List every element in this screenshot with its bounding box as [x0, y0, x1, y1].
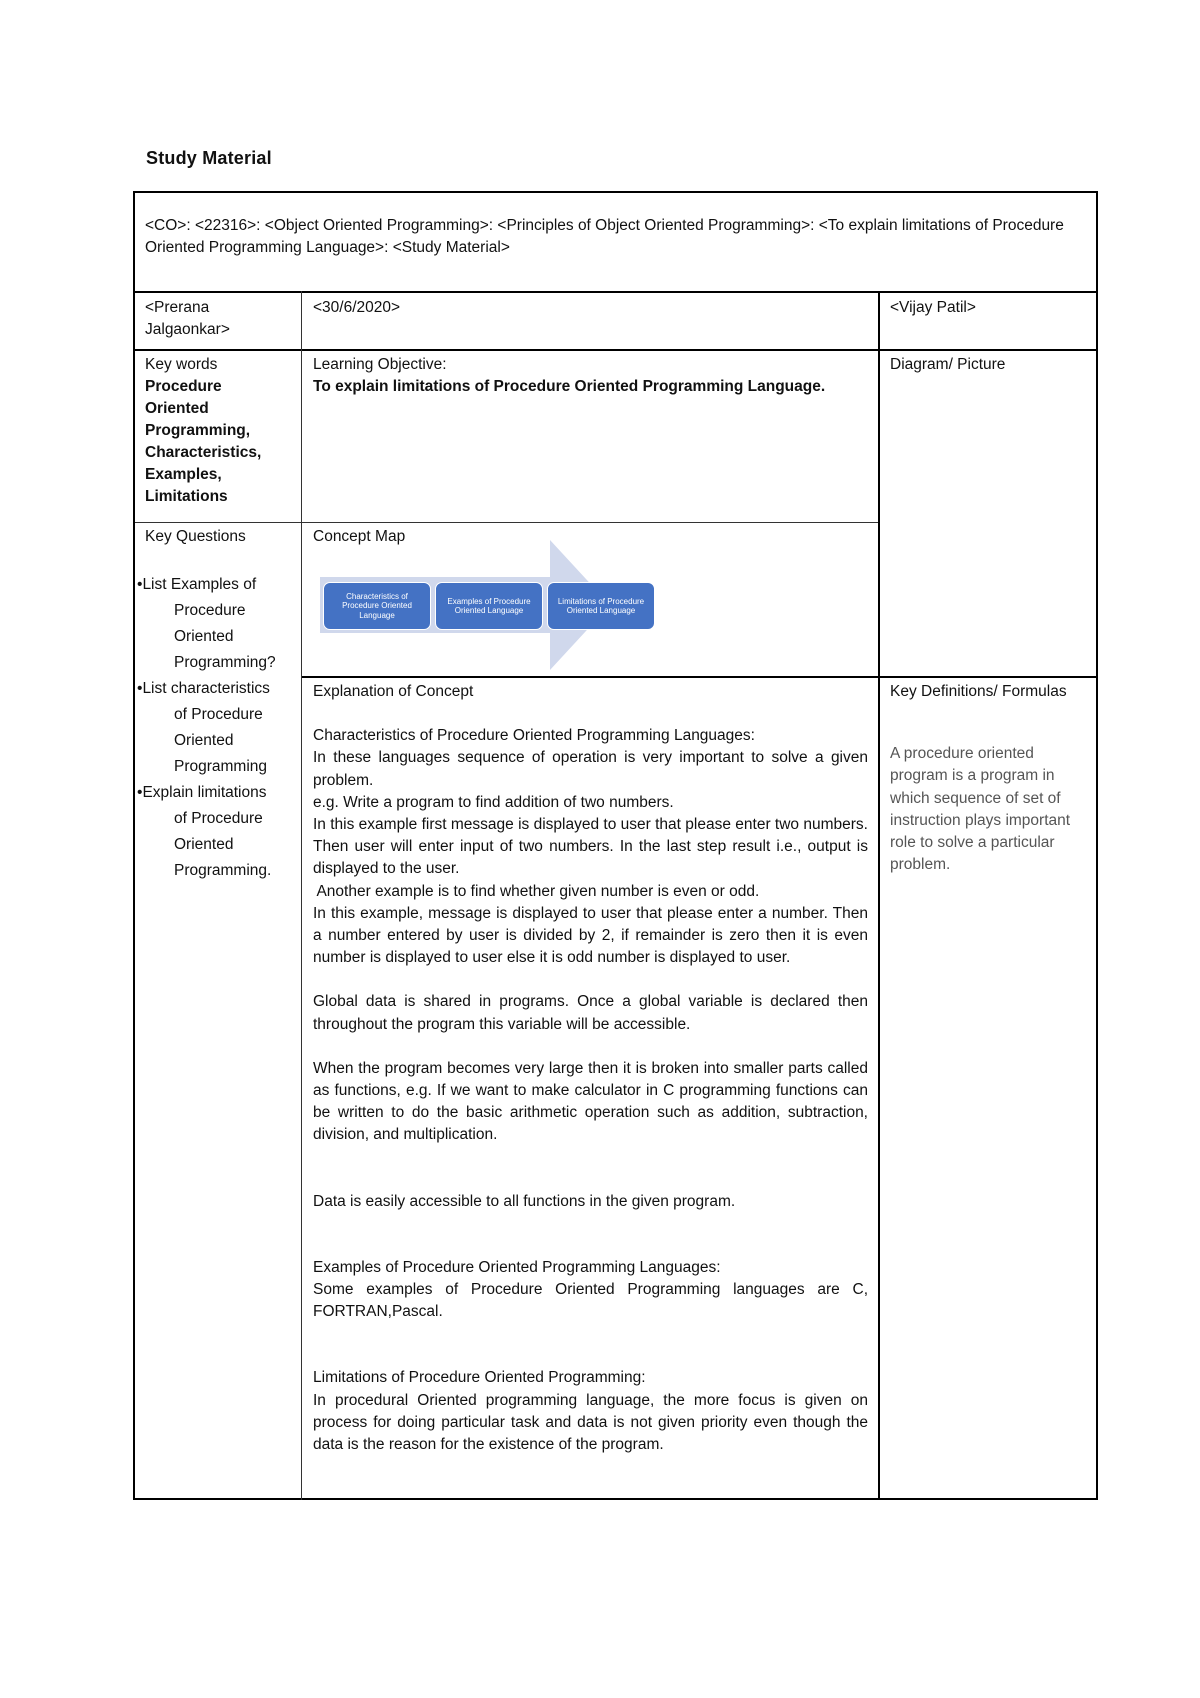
concept-step: Characteristics of Procedure Oriented Language — [323, 582, 431, 630]
key-question-item: •List characteristics of Procedure Oriented Programming — [137, 680, 270, 775]
explanation-paragraph: Global data is shared in programs. Once a global variable is declared then throughout the program this variable will be accessible. — [313, 993, 868, 1033]
course-line: <CO>: <22316>: <Object Oriented Programming>: <Principles of Object Oriented Programming>: <To explain limitations of Procedure Oriented Programming Language>: <Study Material> — [145, 217, 1064, 256]
keywords-label: Key words — [145, 356, 218, 373]
keyword: Limitations — [145, 488, 228, 505]
divider — [302, 522, 880, 523]
divider — [302, 676, 1096, 678]
key-question-item: •List Examples of Procedure Oriented Programming? — [137, 576, 276, 671]
keywords-cell — [135, 354, 301, 508]
course-header — [135, 215, 1096, 259]
explanation-paragraph: In this example, message is displayed to user that please enter a number. Then a number entered by user is divided by 2, if remainder is zero then it is even number is displayed to user else it is odd number is displayed to user. — [313, 904, 868, 967]
diagram-cell — [880, 354, 1096, 376]
keyword: Oriented — [145, 400, 209, 417]
keyword: Examples, — [145, 466, 222, 483]
key-questions-label: Key Questions — [145, 528, 246, 545]
explanation-paragraph: Another example is to find whether given number is even or odd. — [313, 882, 760, 900]
concept-step: Limitations of Procedure Oriented Language — [547, 582, 655, 630]
concept-map-diagram — [320, 540, 660, 670]
bullet-icon: • — [137, 784, 143, 801]
bullet-icon: • — [137, 576, 143, 593]
limitations-heading: Limitations of Procedure Oriented Programming: — [313, 1369, 646, 1387]
examples-heading: Examples of Procedure Oriented Programming Languages: — [313, 1258, 721, 1276]
explanation-paragraph: In this example first message is displayed to user that please enter two numbers. Then user will enter input of two numbers. In the last step result i.e., output is displayed to the user. — [313, 816, 868, 878]
explanation-paragraph: Data is easily accessible to all functions in the given program. — [313, 1192, 736, 1210]
keyword: Programming, — [145, 422, 251, 439]
explanation-paragraph: When the program becomes very large then it is broken into smaller parts called as functions, e.g. If we want to make calculator in C programming functions can be written to do the basic arithmetic operation such as addition, subtraction, division, and multiplication. — [313, 1059, 868, 1144]
explanation-paragraph: In these languages sequence of operation is very important to solve a given problem. — [313, 749, 868, 789]
key-definitions-label: Key Definitions/ Formulas — [890, 683, 1067, 700]
explanation-cell — [303, 681, 878, 1456]
author-cell — [135, 297, 301, 341]
key-questions-cell — [135, 524, 301, 884]
key-question-item: •Explain limitations of Procedure Oriented Programming. — [137, 784, 272, 879]
page-title: Study Material — [146, 148, 272, 168]
examples-text: Some examples of Procedure Oriented Programming languages are C, FORTRAN,Pascal. — [313, 1281, 868, 1321]
author-name: <Prerana Jalgaonkar> — [145, 299, 230, 338]
learning-objective-text: To explain limitations of Procedure Oriented Programming Language. — [313, 378, 826, 395]
key-definition-text: A procedure oriented program is a program in which sequence of set of instruction plays important role to solve a particular problem. — [890, 745, 1071, 874]
date-value: <30/6/2020> — [313, 299, 401, 316]
reviewer-cell — [880, 297, 1096, 319]
date-cell — [303, 297, 878, 319]
divider — [301, 291, 302, 1500]
explanation-paragraph: e.g. Write a program to find addition of two numbers. — [313, 793, 674, 811]
divider — [135, 291, 1096, 293]
explanation-label: Explanation of Concept — [313, 683, 474, 700]
concept-map-label: Concept Map — [313, 528, 406, 545]
bullet-icon: • — [137, 680, 143, 697]
study-material-table — [133, 191, 1098, 1500]
characteristics-heading: Characteristics of Procedure Oriented Programming Languages: — [313, 727, 755, 745]
divider — [135, 349, 1096, 351]
diagram-label: Diagram/ Picture — [890, 356, 1006, 373]
keyword: Procedure — [145, 378, 222, 395]
learning-objective-cell — [303, 354, 878, 398]
learning-objective-label: Learning Objective: — [313, 356, 447, 373]
divider — [135, 522, 302, 523]
reviewer-name: <Vijay Patil> — [890, 299, 976, 316]
concept-step: Examples of Procedure Oriented Language — [435, 582, 543, 630]
limitations-text: In procedural Oriented programming language, the more focus is given on process for doing particular task and data is not given priority even though the data is the reason for the existence of the program. — [313, 1391, 868, 1454]
keyword: Characteristics, — [145, 444, 262, 461]
key-definitions-cell — [880, 681, 1096, 877]
divider — [878, 291, 880, 1500]
